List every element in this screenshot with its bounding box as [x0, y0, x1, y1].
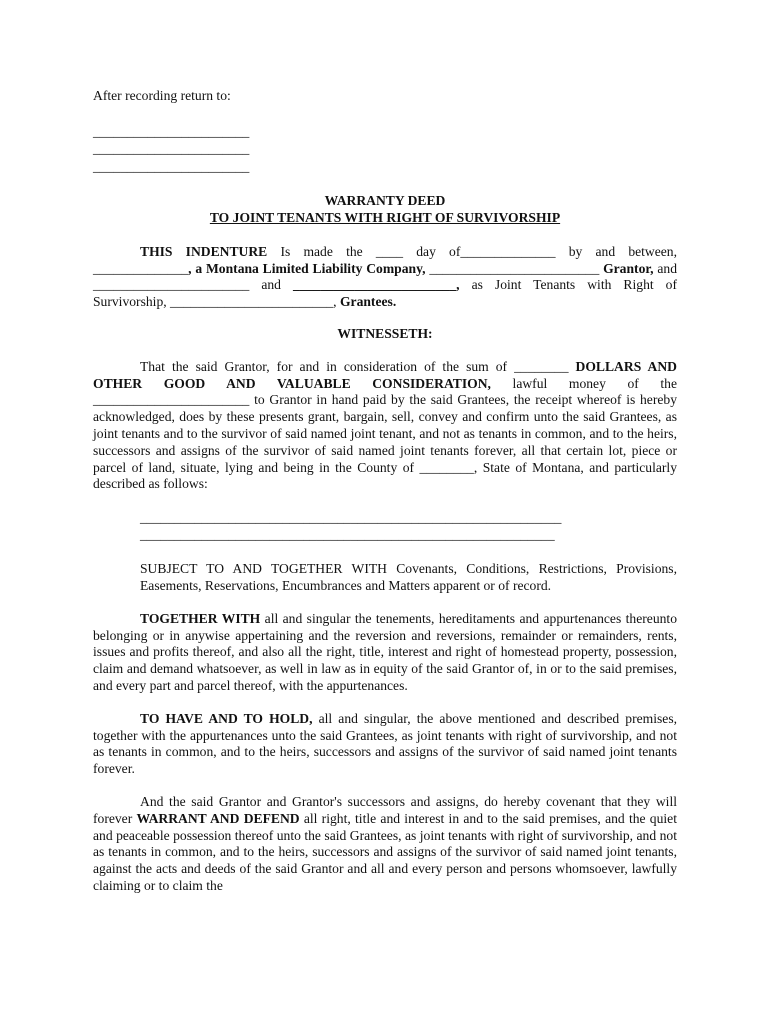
- consideration-paragraph: [93, 359, 677, 493]
- together-with-lead: TOGETHER WITH: [140, 610, 261, 626]
- legal-description-blank-line: ______________________________________________________________: [140, 510, 562, 526]
- habendum-text: all and singular, the above mentioned and described premises, together with the appurtenances unto the said Grantees, as joint tenants with right of survivorship, and not as tenants in common, and to the heirs, successors and assigns of the survivor of said named joint tenants forever.: [93, 710, 678, 777]
- witnesseth-heading: WITNESSETH:: [337, 326, 433, 342]
- consideration-amount-clause: DOLLARS AND OTHER GOOD AND VALUABLE CONSIDERATION,: [93, 358, 677, 391]
- indenture-paragraph: [93, 244, 677, 311]
- warranty-covenant-paragraph: [93, 794, 677, 895]
- return-address-blank-line: _______________________: [93, 123, 250, 139]
- deed-subtitle-line: TO JOINT TENANTS WITH RIGHT OF SURVIVORSHIP: [209, 210, 561, 226]
- indenture-text: _________________________: [425, 260, 604, 276]
- deed-title-line: WARRANTY DEED: [324, 193, 446, 209]
- return-address-lines: [93, 124, 677, 177]
- legal-description-blank-line: _____________________________________________________________: [140, 527, 555, 543]
- consideration-text: That the said Grantor, for and in consideration of the sum of ________: [140, 358, 576, 374]
- habendum-lead: TO HAVE AND TO HOLD,: [140, 710, 313, 726]
- indenture-text: and _______________________ and: [93, 260, 678, 293]
- indenture-text: as Joint Tenants with Right of Survivorship, ________________________,: [93, 277, 677, 310]
- deed-title: [93, 193, 677, 227]
- indenture-lead: THIS INDENTURE: [140, 243, 268, 259]
- grantees-label: Grantees.: [339, 294, 397, 310]
- legal-description-lines: [140, 510, 677, 544]
- warranty-covenant-text: all right, title and interest in and to the said premises, and the quiet and peaceable possession thereof unto the said Grantees, as joint tenants with right of survivorship, and not as tenants in common, and to the heirs, successors and assigns of the survivor of said named joint tenants, against the acts and deeds of the said Grantor and all and every person and persons whomsoever, lawfully claiming or to claim the: [93, 810, 677, 893]
- together-with-paragraph: [93, 611, 677, 695]
- document-page: [93, 88, 677, 895]
- warranty-covenant-text: And the said Grantor and Grantor's successors and assigns, do hereby covenant that they will forever: [93, 794, 677, 826]
- habendum-paragraph: [93, 711, 677, 778]
- warrant-and-defend-clause: WARRANT AND DEFEND: [136, 810, 300, 826]
- return-address-blank-line: _______________________: [93, 141, 250, 157]
- grantee-blank: ________________________,: [293, 277, 460, 293]
- return-address-blank-line: _______________________: [93, 158, 250, 174]
- return-address-label: After recording return to:: [93, 88, 231, 103]
- company-designation: , a Montana Limited Liability Company,: [188, 260, 426, 276]
- subject-to-paragraph: SUBJECT TO AND TOGETHER WITH Covenants, Conditions, Restrictions, Provisions, Easements, Reservations, Encumbrances and Matters apparent or of record.: [140, 561, 677, 594]
- indenture-text: Is made the ____ day of______________ by and between, ______________: [93, 243, 678, 276]
- consideration-text: lawful money of the _______________________ to Grantor in hand paid by the said Grantees, the receipt whereof is hereby acknowledged, does by these presents grant, bargain, sell, convey and confirm unto the said Grantees, as joint tenants and to the survivor of said named joint tenant, and not as tenants in common, and to the heirs, successors and assigns of the survivor of said named joint tenants forever, all that certain lot, piece or parcel of land, situate, lying and being in the County of ________, State of Montana, and particularly described as follows:: [93, 375, 677, 492]
- together-with-text: all and singular the tenements, hereditaments and appurtenances thereunto belonging or in anywise appertaining and the reversion and reversions, remainder or remainders, rents, issues and profits thereof, and also all the right, title, interest and right of homestead property, possession, claim and demand whatsoever, as well in law as in equity of the said Grantor of, in or to the said premises, and every part and parcel thereof, with the appurtenances.: [93, 610, 677, 694]
- grantor-label: Grantor,: [603, 260, 654, 276]
